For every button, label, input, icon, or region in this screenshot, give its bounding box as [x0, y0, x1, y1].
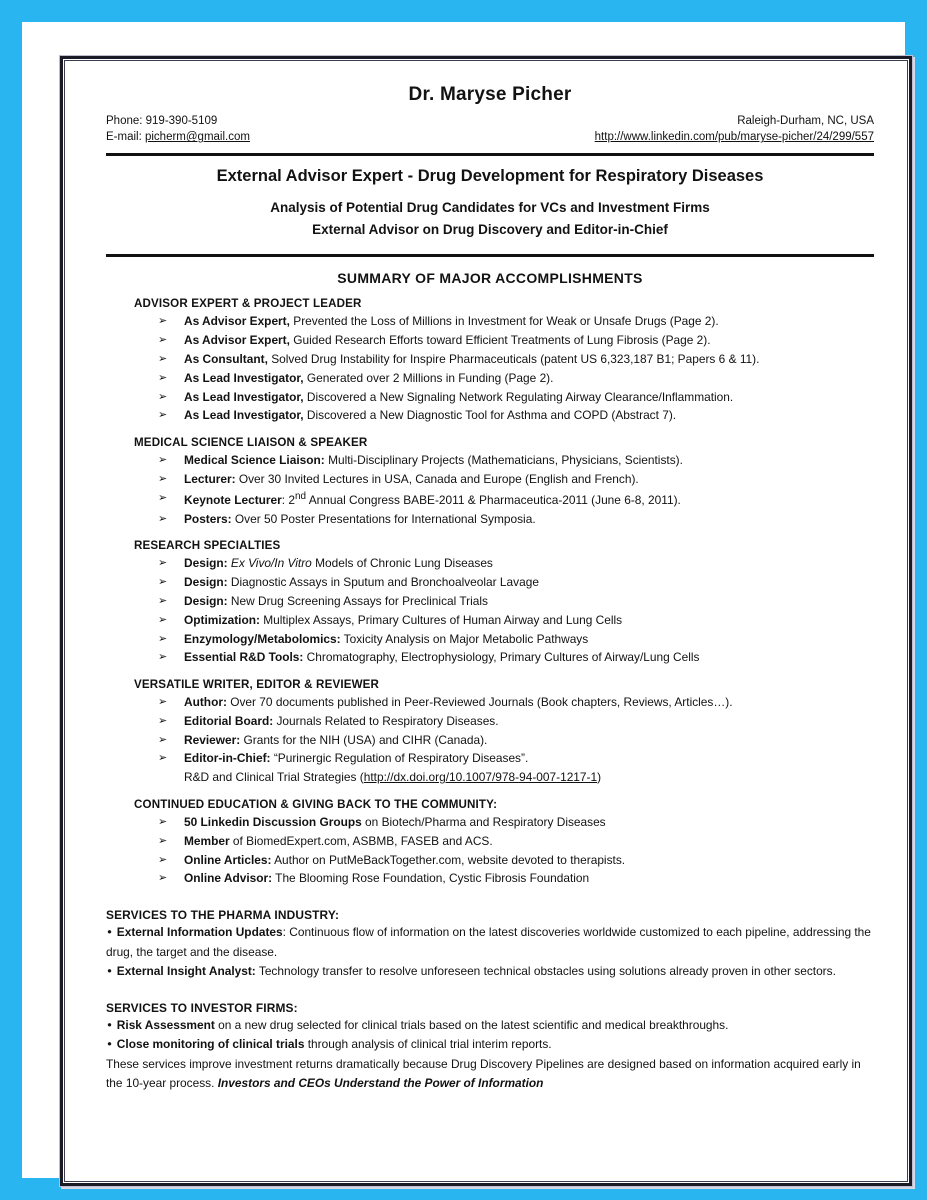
dot-bullet-icon: •: [106, 1018, 117, 1033]
arrow-bullet-icon: ➢: [158, 453, 168, 467]
item-text: New Drug Screening Assays for Preclinical Trials: [227, 593, 488, 608]
list-item: [106, 489, 874, 510]
item-text: Solved Drug Instability for Inspire Pharmaceuticals (patent US 6,323,187 B1; Papers 6 & 11).: [267, 351, 760, 366]
service-item-text: on a new drug selected for clinical trials based on the latest scientific and medical breakthroughs.: [214, 1018, 729, 1033]
headline-secondary-line-2: External Advisor on Drug Discovery and Editor-in-Chief: [312, 221, 668, 237]
item-label: Author:: [184, 695, 227, 710]
service-item-text: through analysis of clinical trial interim reports.: [304, 1037, 552, 1052]
service-item-text: Technology transfer to resolve unforeseen technical obstacles using solutions already proven in other sectors.: [255, 963, 836, 978]
services-investor-heading: SERVICES TO INVESTOR FIRMS:: [106, 1001, 298, 1016]
item-text: Diagnostic Assays in Sputum and Bronchoalveolar Lavage: [227, 575, 539, 590]
list-item: [106, 406, 874, 425]
arrow-bullet-icon: ➢: [158, 695, 168, 709]
item-label: 50 Linkedin Discussion Groups: [184, 815, 362, 830]
item-text: of BiomedExpert.com, ASBMB, FASEB and ACS.: [229, 833, 493, 848]
item-text: Models of Chronic Lung Diseases: [311, 556, 493, 571]
item-text: Guided Research Efforts toward Efficient Treatments of Lung Fibrosis (Page 2).: [289, 333, 711, 348]
service-item-text: : Continuous flow of information on the latest discoveries worldwide customized to each pipeline, addressing the drug, the target and the disease.: [106, 925, 871, 959]
item-label: Online Advisor:: [184, 871, 273, 886]
service-item-label: External Information Updates: [116, 925, 283, 940]
list-item: [106, 869, 874, 888]
ordinal-superscript: nd: [295, 490, 307, 502]
resume-page: [63, 59, 909, 1183]
item-text: Discovered a New Signaling Network Regulating Airway Clearance/Inflammation.: [303, 389, 734, 404]
item-text: Over 70 documents published in Peer-Reviewed Journals (Book chapters, Reviews, Articles…).: [226, 695, 733, 710]
resume-frame: [60, 56, 912, 1186]
list-item: [106, 813, 874, 832]
item-label: Reviewer:: [184, 732, 241, 747]
section-heading: RESEARCH SPECIALTIES: [134, 539, 281, 553]
location-line: Raleigh-Durham, NC, USA: [737, 115, 874, 127]
list-item: [106, 712, 874, 731]
services-pharma-heading: SERVICES TO THE PHARMA INDUSTRY:: [106, 908, 340, 923]
arrow-bullet-icon: ➢: [158, 575, 168, 589]
services-investor-block: [106, 1001, 874, 1093]
item-label: Lecturer:: [184, 471, 236, 486]
headline-secondary-line-1: Analysis of Potential Drug Candidates for VCs and Investment Firms: [270, 199, 710, 215]
service-item: [106, 1016, 874, 1035]
item-label: As Lead Investigator,: [184, 408, 304, 423]
item-label: As Lead Investigator,: [184, 370, 304, 385]
dot-bullet-icon: •: [106, 963, 117, 978]
sub-line: [106, 768, 874, 787]
arrow-bullet-icon: ➢: [158, 389, 168, 403]
arrow-bullet-icon: ➢: [158, 612, 168, 626]
list-item: [106, 369, 874, 388]
arrow-bullet-icon: ➢: [158, 408, 168, 422]
item-label: Editor-in-Chief:: [184, 751, 271, 766]
service-item-label: Risk Assessment: [116, 1018, 215, 1033]
item-text: Multiplex Assays, Primary Cultures of Human Airway and Lung Cells: [259, 612, 623, 627]
item-label: Enzymology/Metabolomics:: [184, 631, 341, 646]
item-text: Over 30 Invited Lectures in USA, Canada and Europe (English and French).: [235, 471, 639, 486]
sub-line-prefix: R&D and Clinical Trial Strategies (: [184, 770, 364, 785]
linkedin-link[interactable]: http://www.linkedin.com/pub/maryse-picher/24/299/557: [594, 131, 874, 144]
resume-section: [106, 436, 874, 528]
item-text: Over 50 Poster Presentations for International Symposia.: [231, 511, 536, 526]
arrow-bullet-icon: ➢: [158, 852, 168, 866]
arrow-bullet-icon: ➢: [158, 650, 168, 664]
item-label: Posters:: [184, 511, 232, 526]
resume-section: [106, 678, 874, 787]
item-text: “Purinergic Regulation of Respiratory Diseases”.: [270, 751, 529, 766]
item-text: Generated over 2 Millions in Funding (Page 2).: [303, 370, 554, 385]
list-item: [106, 312, 874, 331]
bullet-list: [106, 312, 874, 425]
phone-line: Phone: 919-390-5109: [106, 115, 218, 127]
arrow-bullet-icon: ➢: [158, 351, 168, 365]
resume-section: [106, 798, 874, 888]
section-heading: MEDICAL SCIENCE LIAISON & SPEAKER: [134, 436, 368, 450]
arrow-bullet-icon: ➢: [158, 815, 168, 829]
item-label: Design:: [184, 575, 228, 590]
arrow-bullet-icon: ➢: [158, 490, 168, 504]
item-text: Annual Congress BABE-2011 & Pharmaceutica-2011 (June 6-8, 2011).: [306, 492, 681, 507]
list-item: [106, 350, 874, 369]
item-label: Optimization:: [184, 612, 260, 627]
list-item: [106, 388, 874, 407]
headline-block: [106, 156, 874, 248]
section-heading: ADVISOR EXPERT & PROJECT LEADER: [134, 297, 362, 311]
item-text: on Biotech/Pharma and Respiratory Diseases: [361, 815, 606, 830]
email-link[interactable]: picherm@gmail.com: [144, 131, 250, 144]
contact-left: [106, 113, 250, 146]
list-item: [106, 832, 874, 851]
item-text: : 2: [281, 492, 296, 507]
list-item: [106, 611, 874, 630]
list-item: [106, 731, 874, 750]
list-item: [106, 851, 874, 870]
bullet-list: [106, 693, 874, 768]
arrow-bullet-icon: ➢: [158, 833, 168, 847]
services-pharma-block: [106, 908, 874, 981]
list-item: [106, 573, 874, 592]
arrow-bullet-icon: ➢: [158, 713, 168, 727]
list-item: [106, 630, 874, 649]
closing-paragraph: [106, 1055, 874, 1094]
item-text: Journals Related to Respiratory Diseases.: [273, 713, 499, 728]
dot-bullet-icon: •: [106, 925, 117, 940]
item-label: As Lead Investigator,: [184, 389, 304, 404]
item-label: Medical Science Liaison:: [184, 453, 325, 468]
arrow-bullet-icon: ➢: [158, 511, 168, 525]
page-title: Dr. Maryse Picher: [408, 84, 572, 105]
sections-container: [106, 297, 874, 888]
item-text: Chromatography, Electrophysiology, Primary Cultures of Airway/Lung Cells: [303, 650, 700, 665]
arrow-bullet-icon: ➢: [158, 370, 168, 384]
item-label: Online Articles:: [184, 852, 272, 867]
item-label: Editorial Board:: [184, 713, 274, 728]
item-label: Keynote Lecturer: [184, 492, 282, 507]
item-text: Toxicity Analysis on Major Metabolic Pathways: [340, 631, 589, 646]
list-item: [106, 592, 874, 611]
item-label: Member: [184, 833, 230, 848]
service-item: [106, 962, 874, 981]
arrow-bullet-icon: ➢: [158, 871, 168, 885]
list-item: [106, 470, 874, 489]
dot-bullet-icon: •: [106, 1037, 117, 1052]
section-heading: CONTINUED EDUCATION & GIVING BACK TO THE COMMUNITY:: [134, 798, 498, 812]
service-item-label: External Insight Analyst:: [116, 963, 256, 978]
item-label: Design:: [184, 556, 228, 571]
item-label: As Consultant,: [184, 351, 268, 366]
services-pharma-items: [106, 923, 874, 981]
item-text: The Blooming Rose Foundation, Cystic Fibrosis Foundation: [272, 871, 590, 886]
item-emphasis: Ex Vivo/In Vitro: [227, 556, 312, 571]
arrow-bullet-icon: ➢: [158, 631, 168, 645]
list-item: [106, 554, 874, 573]
bullet-list: [106, 554, 874, 667]
bullet-list: [106, 451, 874, 528]
item-text: Author on PutMeBackTogether.com, website devoted to therapists.: [271, 852, 626, 867]
list-item: [106, 510, 874, 529]
services-investor-items: [106, 1016, 874, 1055]
bullet-list: [106, 813, 874, 888]
list-item: [106, 451, 874, 470]
item-label: Essential R&D Tools:: [184, 650, 304, 665]
item-label: As Advisor Expert,: [184, 314, 290, 329]
arrow-bullet-icon: ➢: [158, 314, 168, 328]
arrow-bullet-icon: ➢: [158, 556, 168, 570]
list-item: [106, 331, 874, 350]
contact-right: [595, 113, 874, 146]
headline-primary: External Advisor Expert - Drug Development for Respiratory Diseases: [216, 166, 764, 185]
summary-title: SUMMARY OF MAJOR ACCOMPLISHMENTS: [337, 270, 643, 287]
resume-section: [106, 297, 874, 425]
arrow-bullet-icon: ➢: [158, 593, 168, 607]
contact-block: [106, 113, 874, 146]
service-item-label: Close monitoring of clinical trials: [116, 1037, 305, 1052]
arrow-bullet-icon: ➢: [158, 732, 168, 746]
arrow-bullet-icon: ➢: [158, 333, 168, 347]
email-label: E-mail:: [106, 131, 145, 144]
email-line: [106, 129, 250, 145]
service-item: [106, 923, 874, 962]
item-text: Prevented the Loss of Millions in Investment for Weak or Unsafe Drugs (Page 2).: [289, 314, 719, 329]
item-text: Discovered a New Diagnostic Tool for Asthma and COPD (Abstract 7).: [303, 408, 677, 423]
item-text: Grants for the NIH (USA) and CIHR (Canada).: [240, 732, 488, 747]
section-heading: VERSATILE WRITER, EDITOR & REVIEWER: [134, 678, 380, 692]
arrow-bullet-icon: ➢: [158, 471, 168, 485]
service-item: [106, 1035, 874, 1054]
resume-section: [106, 539, 874, 667]
item-label: As Advisor Expert,: [184, 333, 290, 348]
arrow-bullet-icon: ➢: [158, 751, 168, 765]
list-item: [106, 693, 874, 712]
doi-link[interactable]: http://dx.doi.org/10.1007/978-94-007-1217-1: [363, 770, 598, 785]
sub-line-suffix: ): [597, 770, 602, 785]
closing-plain: These services improve investment returns dramatically because Drug Discovery Pipelines are designed based on information acquired early in the 10-year process.: [106, 1056, 861, 1090]
page-background: [22, 22, 905, 1178]
headline-secondary: [106, 197, 874, 241]
item-label: Design:: [184, 593, 228, 608]
resume-content: [106, 84, 874, 1093]
closing-italic: Investors and CEOs Understand the Power of Information: [217, 1075, 544, 1090]
item-text: Multi-Disciplinary Projects (Mathematicians, Physicians, Scientists).: [324, 453, 683, 468]
list-item: [106, 749, 874, 768]
list-item: [106, 648, 874, 667]
